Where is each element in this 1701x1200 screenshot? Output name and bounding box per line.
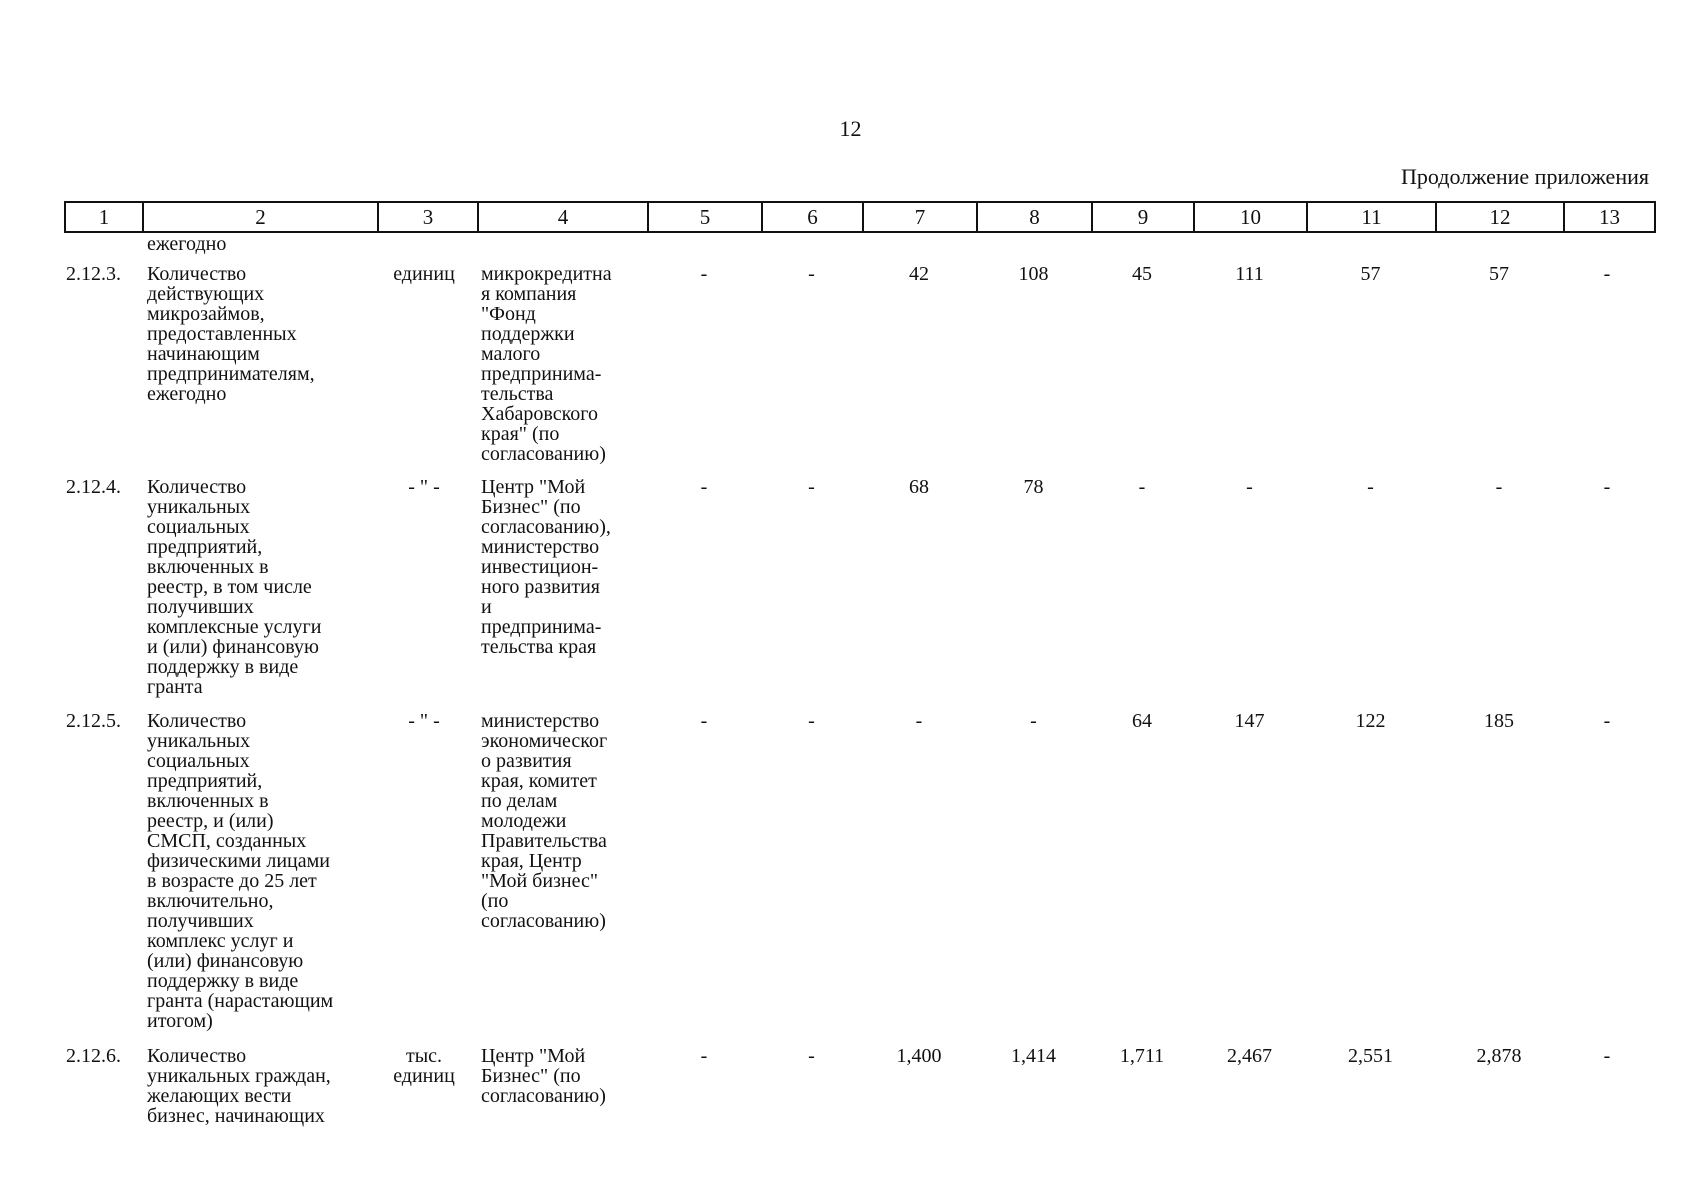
row-number: 2.12.5. xyxy=(66,710,121,732)
value-col-6: - xyxy=(808,476,815,498)
value-col-5: - xyxy=(700,710,708,732)
value-col-10: 111 xyxy=(1235,263,1264,285)
value-col-9: - xyxy=(1138,476,1146,498)
column-header: 13 xyxy=(1564,202,1655,232)
indicator-name: Количество уникальных социальных предприятий, включенных в реестр, в том числе получивших комплексные услуги и (или) финансовую поддержку в виде гранта xyxy=(147,476,322,698)
value-col-9: 64 xyxy=(1132,710,1152,732)
value-col-6: - xyxy=(808,263,815,285)
indicator-name: Количество действующих микрозаймов, предоставленных начинающим предпринимателям, ежегодно xyxy=(147,263,315,405)
value-col-6: - xyxy=(808,710,815,732)
carry-over-text: ежегодно xyxy=(147,233,227,255)
value-col-13: - xyxy=(1603,710,1611,732)
column-header-table xyxy=(64,201,1656,233)
continuation-label: Продолжение приложения xyxy=(1401,164,1649,189)
value-col-8: 108 xyxy=(1018,263,1049,285)
column-header: 8 xyxy=(977,202,1092,232)
row-number: 2.12.4. xyxy=(66,476,121,498)
value-col-11: 57 xyxy=(1360,263,1381,285)
value-col-13: - xyxy=(1603,263,1611,285)
unit: единиц xyxy=(393,263,455,285)
column-header: 2 xyxy=(143,202,378,232)
value-col-8: - xyxy=(1030,710,1037,732)
value-col-5: - xyxy=(700,263,708,285)
column-header: 6 xyxy=(762,202,863,232)
value-col-5: - xyxy=(700,1045,708,1067)
value-col-12: 57 xyxy=(1489,263,1509,285)
column-header: 11 xyxy=(1307,202,1436,232)
unit: - " - xyxy=(408,476,440,498)
value-col-10: - xyxy=(1246,476,1253,498)
column-header: 9 xyxy=(1092,202,1194,232)
value-col-11: 2,551 xyxy=(1348,1045,1393,1067)
unit: - " - xyxy=(408,710,440,732)
indicator-name: Количество уникальных граждан, желающих вести бизнес, начинающих xyxy=(147,1045,331,1127)
row-number: 2.12.6. xyxy=(66,1045,121,1067)
executor: Центр "Мой Бизнес" (по согласованию) xyxy=(481,1045,606,1107)
value-col-11: 122 xyxy=(1355,710,1386,732)
column-header: 1 xyxy=(65,202,143,232)
column-header: 12 xyxy=(1436,202,1564,232)
value-col-7: 68 xyxy=(909,476,929,498)
value-col-8: 1,414 xyxy=(1011,1045,1056,1067)
column-header: 5 xyxy=(648,202,762,232)
column-header: 7 xyxy=(863,202,977,232)
value-col-13: - xyxy=(1603,476,1611,498)
value-col-5: - xyxy=(700,476,708,498)
value-col-9: 45 xyxy=(1132,263,1152,285)
header-row xyxy=(65,202,1655,232)
value-col-13: - xyxy=(1603,1045,1611,1067)
column-header: 10 xyxy=(1194,202,1307,232)
indicator-name: Количество уникальных социальных предприятий, включенных в реестр, и (или) СМСП, созданных физическими лицами в возрасте до 25 лет включительно, получивших комплекс услуг и (или) финансовую поддержку в виде гранта (нарастающим итогом) xyxy=(147,710,334,1032)
value-col-9: 1,711 xyxy=(1119,1045,1165,1067)
page-number: 12 xyxy=(839,116,862,141)
row-number: 2.12.3. xyxy=(66,263,121,285)
column-header: 4 xyxy=(478,202,648,232)
value-col-10: 2,467 xyxy=(1227,1045,1272,1067)
executor: министерство экономическог о развития края, комитет по делам молодежи Правительства края, Центр "Мой бизнес" (по согласованию) xyxy=(481,710,608,932)
value-col-12: 2,878 xyxy=(1476,1045,1522,1067)
column-header: 3 xyxy=(378,202,478,232)
value-col-12: - xyxy=(1495,476,1503,498)
unit: тыс. единиц xyxy=(393,1045,455,1087)
value-col-7: - xyxy=(915,710,923,732)
value-col-7: 42 xyxy=(909,263,929,285)
value-col-7: 1,400 xyxy=(896,1045,942,1067)
executor: Центр "Мой Бизнес" (по согласованию), министерство инвестицион- ного развития и предпринима- тельства края xyxy=(481,476,611,658)
value-col-8: 78 xyxy=(1023,476,1044,498)
executor: микрокредитна я компания "Фонд поддержки малого предпринима- тельства Хабаровского края" (по согласованию) xyxy=(481,263,612,465)
value-col-11: - xyxy=(1367,476,1374,498)
value-col-12: 185 xyxy=(1484,710,1514,732)
value-col-10: 147 xyxy=(1234,710,1265,732)
value-col-6: - xyxy=(808,1045,815,1067)
